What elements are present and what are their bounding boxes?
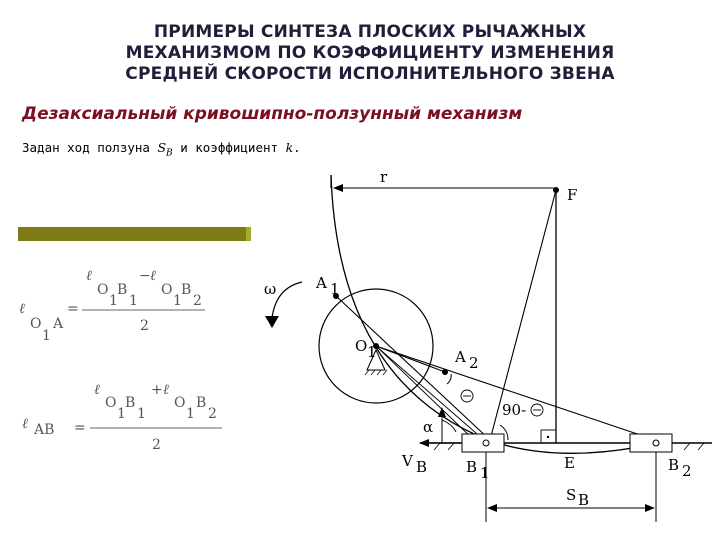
pin-B2 (653, 440, 659, 446)
label-V: V (402, 452, 413, 470)
f2-sub-1b: 1 (137, 406, 146, 422)
alpha-arc (442, 420, 456, 432)
radius-arc (331, 175, 658, 453)
f1-B-1: B (117, 282, 128, 298)
f2-ell-2: ℓ (163, 382, 169, 398)
label-B2: B (668, 456, 680, 474)
label-E: E (564, 454, 575, 472)
slider-B2 (630, 434, 672, 452)
given-end: . (293, 140, 301, 155)
f1-ell-2: ℓ (150, 268, 156, 284)
label-A2: A (455, 348, 466, 366)
f2-O-1: O (105, 395, 117, 411)
f1-sub-1b: 1 (129, 293, 138, 309)
title-line-3: СРЕДНЕЙ СКОРОСТИ ИСПОЛНИТЕЛЬНОГО ЗВЕНА (125, 64, 615, 84)
f1-B-2: B (181, 282, 192, 298)
f2-ell-1: ℓ (94, 382, 100, 398)
f2-lhs-AB: AB (34, 422, 55, 438)
f1-O-2: O (161, 282, 173, 298)
title-line-2: МЕХАНИЗМОМ ПО КОЭФФИЦИЕНТУ ИЗМЕНЕНИЯ (125, 43, 615, 63)
f2-B-2: B (196, 395, 207, 411)
given-prefix: Задан ход ползуна (22, 140, 158, 155)
f2-plus: + (151, 382, 163, 398)
f1-lhs-A: A (53, 316, 64, 332)
line-A1-B1 (336, 296, 490, 440)
f2-O-2: O (174, 395, 186, 411)
f2-sub-2: 2 (208, 406, 217, 422)
f2-sub-1a: 1 (117, 406, 126, 422)
f2-ell-lhs: ℓ (22, 416, 28, 432)
f1-O-1: O (97, 282, 109, 298)
f1-sub-2: 2 (193, 293, 202, 309)
f1-sub-1c: 1 (173, 293, 182, 309)
label-omega: ω (264, 280, 277, 298)
support-hatching (365, 370, 387, 375)
line-O1-A2 (376, 346, 445, 372)
label-B1-sub: 1 (480, 464, 490, 482)
label-B2-sub: 2 (682, 462, 692, 480)
label-A1: A (316, 274, 327, 292)
line-O1-B2 (376, 346, 655, 440)
f1-ell-lhs: ℓ (19, 301, 25, 317)
label-O: O (355, 337, 368, 355)
given-symbol: S (157, 140, 167, 155)
f2-B-1: B (125, 395, 136, 411)
omega-arrow (272, 282, 302, 318)
given-k: k (285, 140, 294, 155)
label-S: S (566, 486, 577, 504)
label-ninety-minus: 90- (502, 401, 527, 419)
label-V-sub: B (416, 458, 428, 476)
label-S-sub: B (578, 491, 590, 509)
right-angle-dot (547, 436, 549, 438)
pin-B1 (483, 440, 489, 446)
label-B1: B (466, 458, 478, 476)
f2-denominator: 2 (152, 437, 161, 453)
given-middle: и коэффициент (172, 140, 286, 155)
f2-equals: = (74, 420, 86, 436)
label-A1-sub: 1 (330, 280, 340, 298)
point-A2 (442, 369, 448, 375)
f2-sub-1c: 1 (186, 406, 195, 422)
f1-minus: − (139, 268, 151, 284)
f1-equals: = (67, 301, 79, 317)
label-F: F (567, 186, 578, 204)
slide-subtitle: Дезаксиальный кривошипно-ползунный механизм (22, 104, 523, 124)
f1-lhs-1: 1 (42, 328, 51, 344)
f1-ell-1: ℓ (86, 268, 92, 284)
label-r: r (380, 168, 388, 186)
given-subscript: B (166, 148, 173, 159)
f1-sub-1a: 1 (109, 293, 118, 309)
label-A2-sub: 2 (469, 354, 479, 372)
label-alpha: α (423, 418, 434, 436)
omega-arrowhead (265, 316, 279, 328)
label-O-sub: 1 (367, 343, 377, 361)
f1-denominator: 2 (140, 318, 149, 334)
f1-lhs-O: O (30, 316, 42, 332)
title-line-1: ПРИМЕРЫ СИНТЕЗА ПЛОСКИХ РЫЧАЖНЫХ (153, 22, 587, 42)
theta-arc (447, 374, 451, 384)
